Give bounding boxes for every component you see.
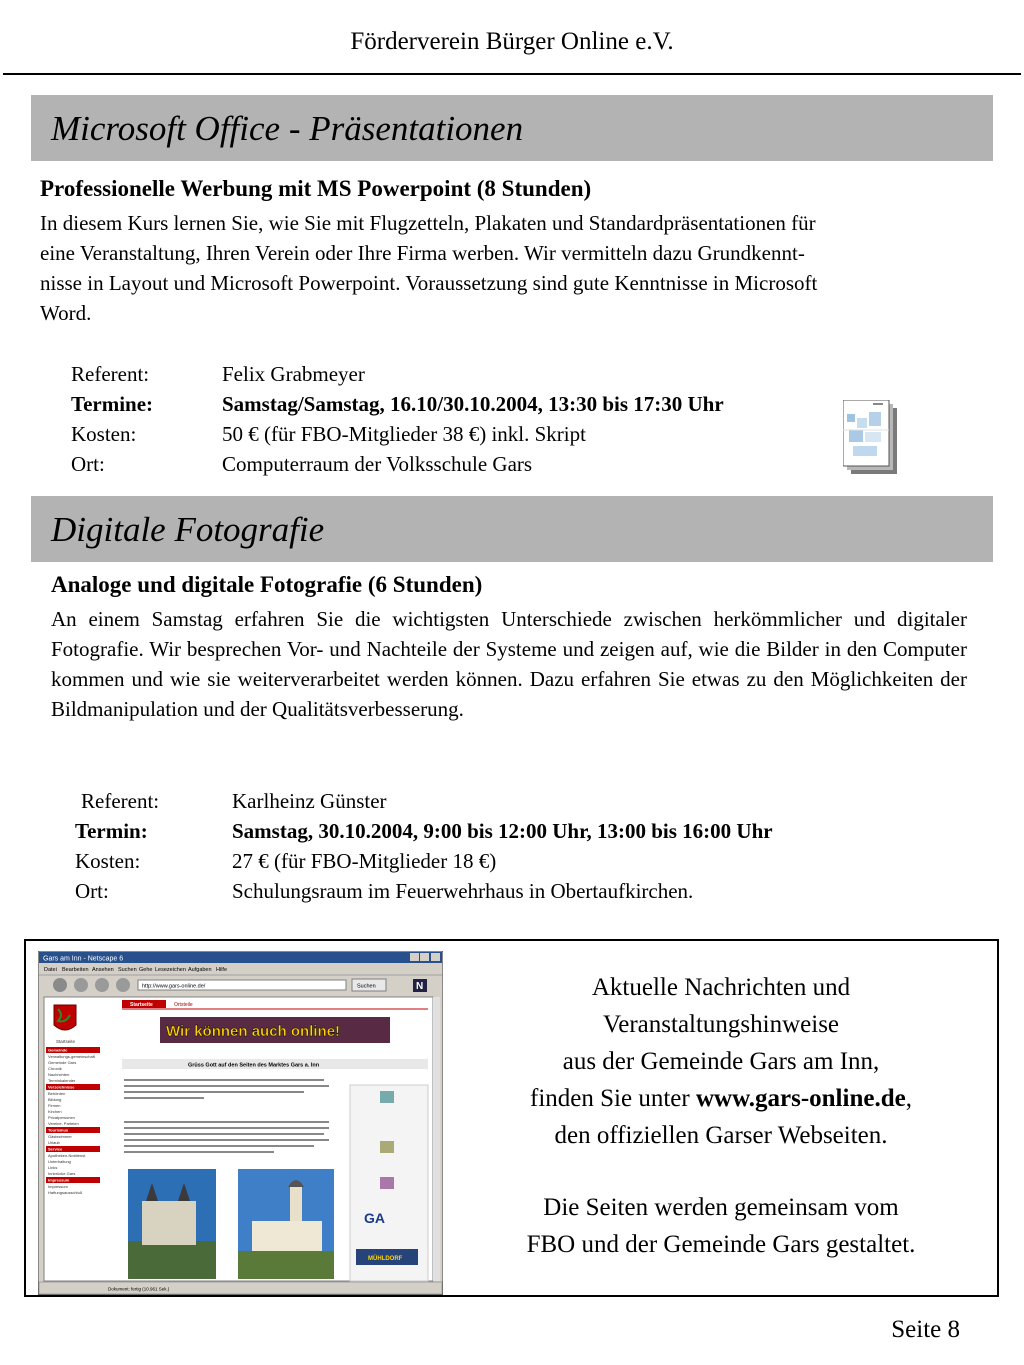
info-label: Referent: — [71, 362, 150, 386]
svg-text:N: N — [416, 981, 424, 992]
course-description: An einem Samstag erfahren Sie die wichtigsten Unterschiede zwischen herkömmlicher und digitaler Fotografie. Wir besprechen Vor- und Nachteile der Systeme und zeigen auf, wie die Bilder in den Computer kommen und wie sie weiterverarbeitet werden können. Dazu erfahren Sie etwas zu den Möglichkeiten der Bildmanipulation und der Qualitätsverbesserung. — [51, 607, 967, 721]
info-text-line: FBO und der Gemeinde Gars gestaltet. — [526, 1231, 916, 1258]
info-text-line: Die Seiten werden gemeinsam vom — [543, 1194, 899, 1221]
svg-text:Apotheken-Notdienst: Apotheken-Notdienst — [48, 1153, 86, 1158]
browser-search-button: Suchen — [357, 983, 376, 990]
reload-icon — [95, 978, 109, 992]
svg-text:Terminkalender: Terminkalender — [48, 1078, 76, 1083]
info-text-line: den offiziellen Garser Webseiten. — [554, 1122, 888, 1149]
info-label: Termine: — [71, 392, 154, 416]
description-line: Word. — [40, 301, 92, 325]
course-title: Professionelle Werbung mit MS Powerpoint (8 Stunden) — [40, 176, 592, 201]
svg-text:Vereine, Parteien: Vereine, Parteien — [48, 1121, 79, 1126]
browser-address-text: http://www.gars-online.de/ — [142, 983, 206, 990]
svg-text:Verwaltungs-gemeinschaft: Verwaltungs-gemeinschaft — [48, 1054, 95, 1059]
info-text-line: aus der Gemeinde Gars am Inn, — [562, 1048, 880, 1075]
page-number: Seite 8 — [891, 1316, 960, 1343]
info-value: Schulungsraum im Feuerwehrhaus in Obertaufkirchen. — [232, 879, 694, 903]
description-line: In diesem Kurs lernen Sie, wie Sie mit Flugzetteln, Plakaten und Standardpräsentationen für — [40, 211, 816, 235]
course-description — [40, 208, 990, 328]
svg-text:Verzeichnisse: Verzeichnisse — [48, 1084, 75, 1090]
info-label: Referent: — [81, 789, 160, 813]
site-greeting: Grüss Gott auf den Seiten des Marktes Gars a. Inn — [188, 1062, 320, 1069]
address-book-icon — [380, 1091, 394, 1103]
browser-menu-item: Suchen — [118, 967, 137, 973]
browser-menu-item: Lesezeichen — [155, 967, 186, 973]
browser-menu-item: Aufgaben — [188, 967, 212, 973]
svg-text:Gemeinde: Gemeinde — [48, 1047, 68, 1053]
forward-icon — [74, 978, 88, 992]
svg-text:Innbrücke Gars: Innbrücke Gars — [48, 1171, 76, 1176]
browser-menu-item: Ansehen — [92, 967, 114, 973]
site-tab: Ortsteile — [174, 1002, 193, 1008]
description-line: nisse in Layout und Microsoft Powerpoint. Voraussetzung sind gute Kenntnisse in Microsoft — [40, 271, 818, 295]
svg-text:Startseite: Startseite — [56, 1039, 76, 1044]
site-tab: Startseite — [130, 1002, 153, 1008]
svg-text:Gästezimmer: Gästezimmer — [48, 1134, 72, 1139]
svg-text:Urlaub: Urlaub — [48, 1140, 60, 1145]
website-info-box — [24, 939, 999, 1297]
info-text-line: finden Sie unter www.gars-online.de, — [530, 1085, 912, 1112]
section-heading-bar — [31, 95, 993, 161]
svg-text:Wir können auch online!: Wir können auch online! — [166, 1023, 341, 1040]
info-value: Samstag, 30.10.2004, 9:00 bis 12:00 Uhr, 13:00 bis 16:00 Uhr — [232, 819, 773, 843]
info-label: Kosten: — [71, 422, 137, 446]
svg-text:Kirchen: Kirchen — [48, 1109, 62, 1114]
magazine-icon — [380, 1141, 394, 1153]
svg-text:Unterhaltung: Unterhaltung — [48, 1159, 71, 1164]
info-label: Ort: — [71, 452, 105, 476]
section-heading: Microsoft Office - Präsentationen — [51, 109, 524, 148]
browser-window-title: Gars am Inn - Netscape 6 — [43, 955, 124, 963]
svg-text:MÜHLDORF: MÜHLDORF — [368, 1256, 403, 1262]
header-divider — [3, 73, 1021, 75]
info-label: Kosten: — [75, 849, 141, 873]
website-info-text — [481, 969, 961, 1263]
svg-text:Firmen: Firmen — [48, 1103, 61, 1108]
browser-menu-item: Hilfe — [216, 967, 228, 973]
course-title: Analoge und digitale Fotografie (6 Stunden) — [51, 572, 483, 597]
info-value: 50 € (für FBO-Mitglieder 38 €) inkl. Skript — [222, 422, 586, 446]
svg-text:Impressum: Impressum — [48, 1184, 68, 1189]
info-value: 27 € (für FBO-Mitglieder 18 €) — [232, 849, 497, 873]
svg-text:Haftungsausschluß: Haftungsausschluß — [48, 1190, 83, 1195]
section-heading: Digitale Fotografie — [51, 510, 325, 549]
info-label: Ort: — [75, 879, 109, 903]
gars-crest-icon — [54, 1005, 76, 1030]
description-line: eine Veranstaltung, Ihren Verein oder Ihre Firma werben. Wir vermitteln dazu Grundkennt- — [40, 241, 805, 265]
website-screenshot — [38, 951, 443, 1295]
browser-menu-item: Gehe — [139, 967, 153, 973]
svg-text:Privatpersonen: Privatpersonen — [48, 1115, 75, 1120]
svg-text:Chronik: Chronik — [48, 1066, 62, 1071]
info-value: Computerraum der Volksschule Gars — [222, 452, 533, 476]
svg-text:Impressum: Impressum — [48, 1177, 70, 1183]
section-heading-bar — [31, 496, 993, 562]
header-title: Förderverein Bürger Online e.V. — [350, 28, 674, 55]
info-value: Samstag/Samstag, 16.10/30.10.2004, 13:30 bis 17:30 Uhr — [222, 392, 724, 416]
svg-text:Tourismus: Tourismus — [48, 1127, 69, 1133]
svg-text:Bildung: Bildung — [48, 1097, 62, 1102]
browser-status-text: Dokument: fertig (10.961 Sek.) — [108, 1286, 170, 1292]
browser-menu-item: Datei — [44, 967, 57, 973]
back-icon — [53, 978, 67, 992]
stop-icon — [116, 978, 130, 992]
svg-text:Nachrichten: Nachrichten — [48, 1072, 70, 1077]
info-text-line: Aktuelle Nachrichten und — [591, 974, 851, 1001]
svg-text:Gemeinde Gars: Gemeinde Gars — [48, 1060, 77, 1065]
svg-text:Service: Service — [48, 1146, 63, 1152]
info-value: Felix Grabmeyer — [222, 362, 365, 386]
svg-text:Links: Links — [48, 1165, 58, 1170]
browser-menu-item: Bearbeiten — [62, 967, 89, 973]
script-book-icon — [843, 400, 899, 476]
website-url-link[interactable]: www.gars-online.de — [695, 1085, 906, 1112]
info-label: Termin: — [75, 819, 148, 843]
svg-text:Behörden: Behörden — [48, 1091, 66, 1096]
info-value: Karlheinz Günster — [232, 789, 387, 813]
svg-text:GA: GA — [364, 1210, 385, 1226]
calendar-icon — [380, 1177, 394, 1189]
info-text-line: Veranstaltungshinweise — [602, 1011, 840, 1038]
